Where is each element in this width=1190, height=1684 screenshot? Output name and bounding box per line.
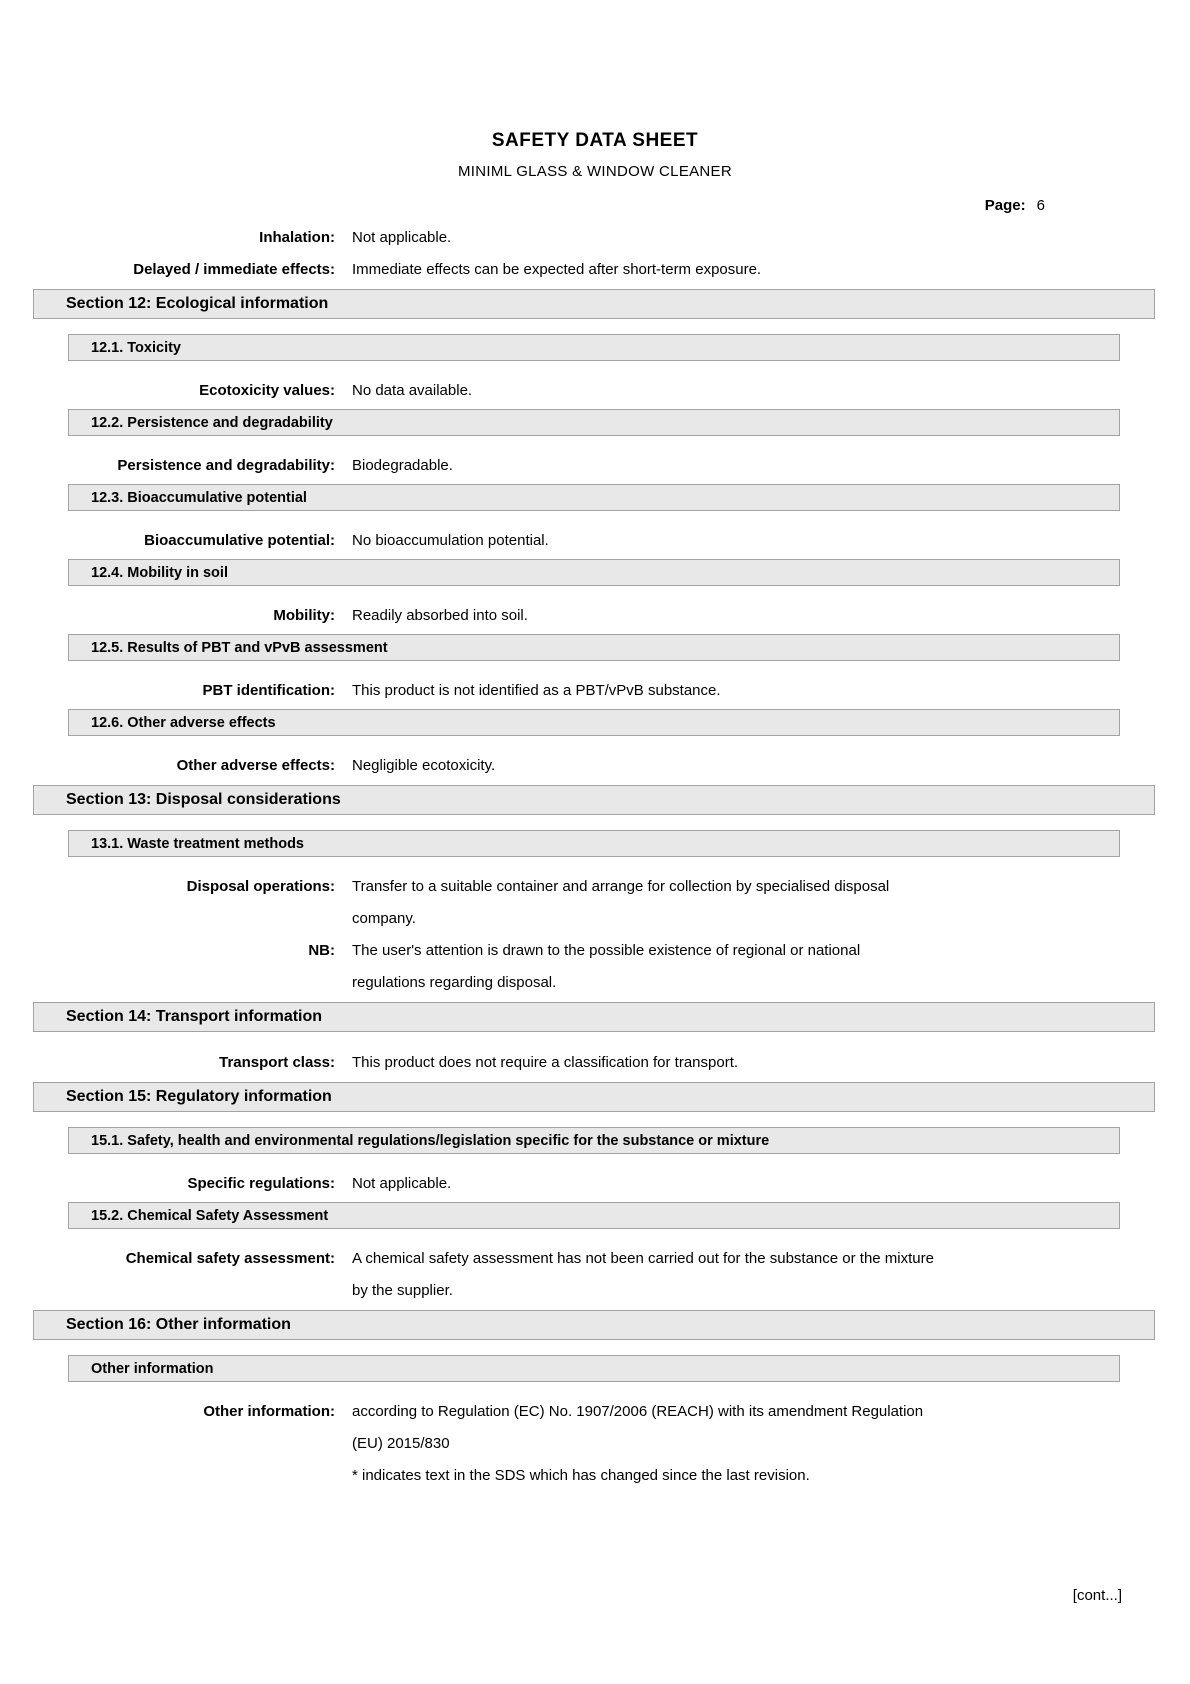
field-row-other-adverse-effects [0,750,1190,782]
field-value-line: Not applicable. [352,229,452,246]
field-value-line: This product is not identified as a PBT/vPvB substance. [352,682,721,699]
field-value-line: * indicates text in the SDS which has changed since the last revision. [352,1467,810,1484]
page-number-label: Page: [984,197,1026,214]
field-label: Bioaccumulative potential: [144,532,335,549]
field-value-line: Immediate effects can be expected after short-term exposure. [352,261,762,278]
field-row-pbt-identification [0,675,1190,707]
field-value-line: No bioaccumulation potential. [352,532,549,549]
field-label: Disposal operations: [186,878,335,895]
field-value-line: regulations regarding disposal. [352,974,557,991]
field-label: Other information: [203,1403,335,1420]
field-label: Persistence and degradability: [117,457,335,474]
continuation-marker: [cont...] [1072,1587,1122,1604]
field-value [352,254,761,286]
product-name: MINIML GLASS & WINDOW CLEANER [457,163,732,180]
field-value-line: Biodegradable. [352,457,453,474]
field-label: Other adverse effects: [176,757,335,774]
field-value [352,871,889,935]
field-value-line: Transfer to a suitable container and arrange for collection by specialised disposal [352,878,890,895]
field-value-line: This product does not require a classification for transport. [352,1054,739,1071]
field-value-line: according to Regulation (EC) No. 1907/2006 (REACH) with its amendment Regulation [352,1403,924,1420]
section-header-16: Section 16: Other information [33,1310,1155,1340]
field-value [352,600,528,632]
section-header-15: Section 15: Regulatory information [33,1082,1155,1112]
field-row-inhalation [0,222,1190,254]
field-value [352,935,860,999]
subsection-header-other-information: Other information [68,1355,1120,1382]
field-value-line: Not applicable. [352,1175,452,1192]
field-value [352,1396,923,1492]
field-row-transport-class [0,1047,1190,1079]
field-label: Inhalation: [259,229,335,246]
field-value-line: Readily absorbed into soil. [352,607,528,624]
field-value [352,1243,934,1307]
field-label: NB: [308,942,335,959]
field-value-line: by the supplier. [352,1282,453,1299]
field-row-ecotoxicity [0,375,1190,407]
field-value-line: company. [352,910,416,927]
section-header-13: Section 13: Disposal considerations [33,785,1155,815]
subsection-header-12-3: 12.3. Bioaccumulative potential [68,484,1120,511]
subsection-header-12-5: 12.5. Results of PBT and vPvB assessment [68,634,1120,661]
field-label: Delayed / immediate effects: [133,261,335,278]
field-row-nb [0,935,1190,999]
subsection-header-12-4: 12.4. Mobility in soil [68,559,1120,586]
field-value-line: Negligible ecotoxicity. [352,757,496,774]
field-label: Ecotoxicity values: [199,382,335,399]
field-value [352,1047,738,1079]
field-value [352,1168,451,1200]
field-label: Specific regulations: [187,1175,335,1192]
field-row-chemical-safety-assessment [0,1243,1190,1307]
field-value-line: No data available. [352,382,473,399]
field-value [352,675,721,707]
subsection-header-12-1: 12.1. Toxicity [68,334,1120,361]
field-value-line: A chemical safety assessment has not been carried out for the substance or the mixture [352,1250,934,1267]
field-value-line: The user's attention is drawn to the possible existence of regional or national [352,942,861,959]
subsection-header-12-2: 12.2. Persistence and degradability [68,409,1120,436]
field-row-specific-regulations [0,1168,1190,1200]
field-value-line: (EU) 2015/830 [352,1435,450,1452]
field-row-bioaccumulative [0,525,1190,557]
field-row-disposal-operations [0,871,1190,935]
field-value [352,450,453,482]
field-row-persistence [0,450,1190,482]
page-number-value: 6 [1036,197,1045,214]
field-label: PBT identification: [202,682,335,699]
field-label: Transport class: [219,1054,335,1071]
field-row-other-information [0,1396,1190,1492]
subsection-header-13-1: 13.1. Waste treatment methods [68,830,1120,857]
section-header-14: Section 14: Transport information [33,1002,1155,1032]
page-title: SAFETY DATA SHEET [491,130,699,151]
subsection-header-15-2: 15.2. Chemical Safety Assessment [68,1202,1120,1229]
subsection-header-12-6: 12.6. Other adverse effects [68,709,1120,736]
page-number [0,196,1190,216]
field-value [352,750,495,782]
field-value [352,525,549,557]
field-row-mobility [0,600,1190,632]
section-header-12: Section 12: Ecological information [33,289,1155,319]
field-value [352,222,451,254]
field-row-delayed-effects [0,254,1190,286]
subsection-header-15-1: 15.1. Safety, health and environmental regulations/legislation specific for the substance or mixture [68,1127,1120,1154]
field-label: Chemical safety assessment: [125,1250,335,1267]
field-value [352,375,472,407]
field-label: Mobility: [273,607,335,624]
